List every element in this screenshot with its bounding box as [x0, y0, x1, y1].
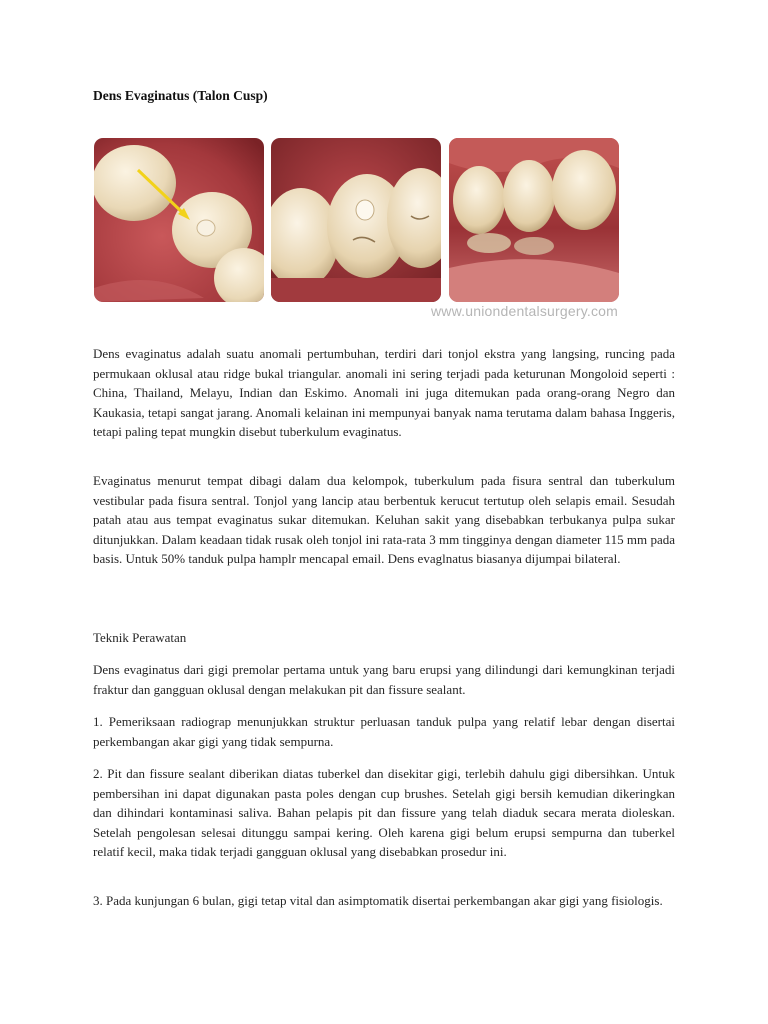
tooth-photo-occlusal: [271, 138, 441, 302]
paragraph-treatment-intro: Dens evaginatus dari gigi premolar pertama untuk yang baru erupsi yang dilindungi dari kemungkinan terjadi fraktur dan gangguan oklusal dengan melakukan pit dan fissure sealant.: [93, 662, 675, 697]
figure-watermark: www.uniondentalsurgery.com: [430, 303, 618, 319]
section-heading: Teknik Perawatan: [93, 630, 187, 645]
paragraph-intro: Dens evaginatus adalah suatu anomali pertumbuhan, terdiri dari tonjol ekstra yang langsing, runcing pada permukaan oklusal atau ridge bukal triangular. anomali ini sering terjadi pada keturunan Mongoloid seperti : China, Thailand, Melayu, Indian dan Eskimo. Anomali ini juga ditemukan pada orang-orang Negro dan Kaukasia, tetapi sangat jarang. Anomali kelainan ini mempunyai banyak nama terutama dalam bahasa Inggeris, tetapi paling tepat mungkin disebut tuberkulum evaginatus.: [93, 346, 675, 439]
tooth-figure: [94, 138, 624, 326]
document-title: Dens Evaginatus (Talon Cusp): [93, 88, 268, 103]
paragraph-step-3: 3. Pada kunjungan 6 bulan, gigi tetap vital dan asimptomatik disertai perkembangan akar gigi yang fisiologis.: [93, 893, 663, 908]
tooth-photo-side: [449, 138, 619, 302]
paragraph-classification: Evaginatus menurut tempat dibagi dalam dua kelompok, tuberkulum pada fisura sentral dan tuberkulum vestibular pada fisura sentral. Tonjol yang lancip atau berbentuk kerucut tertutup oleh selapis email. Sesudah patah atau aus tempat evaginatus sukar ditemukan. Keluhan sakit yang disebabkan terbukanya pulpa sukar ditunjukkan. Dalam keadaan tidak rusak oleh tonjol ini rata-rata 3 mm tingginya dengan diameter 115 mm pada basis. Untuk 50% tanduk pulpa hamplr mencapal email. Dens evaglnatus biasanya dijumpai bilateral.: [93, 473, 675, 566]
paragraph-step-1: 1. Pemeriksaan radiograp menunjukkan struktur perluasan tanduk pulpa yang relatif lebar dengan disertai perkembangan akar gigi yang tidak sempurna.: [93, 714, 675, 749]
paragraph-step-2: 2. Pit dan fissure sealant diberikan diatas tuberkel dan disekitar gigi, terlebih dahulu gigi dibersihkan. Untuk pembersihan ini dapat digunakan pasta poles dengan cup brushes. Setelah gigi bersih kemudian dikeringkan dan dihindari kontaminasi saliva. Bahan pelapis pit dan fissure yang telah diaduk secara merata dioleskan. Setelah pengolesan selesai ditunggu sampai kering. Oleh karena gigi belum erupsi sempurna dan tuberkel relatif kecil, maka tidak terjadi gangguan oklusal yang disebabkan prosedur ini.: [93, 766, 675, 859]
tooth-photo-arrow: [94, 138, 264, 302]
